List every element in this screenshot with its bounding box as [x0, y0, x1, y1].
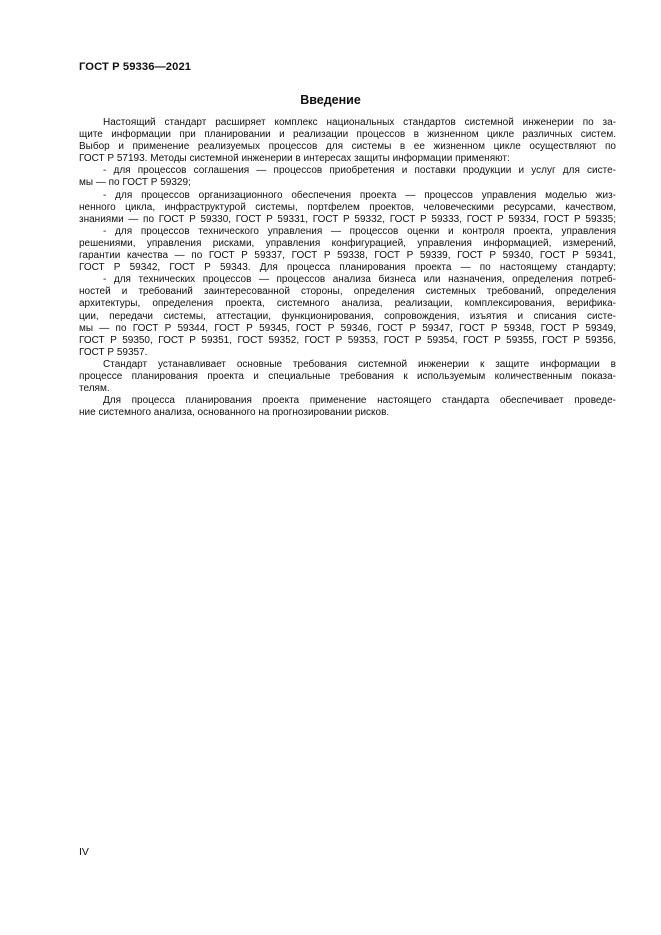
paragraph: [79, 117, 616, 165]
text-line: ГОСТ Р 59342, ГОСТ Р 59343. Для процесса планирования проекта — по настоящему стандарту;: [79, 262, 616, 274]
text-line: ненного цикла, инфраструктурой системы, портфелем проектов, человеческими ресурсами, качеством,: [79, 201, 616, 213]
text-line: Выбор и применение реализуемых процессов для системы в ее жизненном цикле осуществляют по: [79, 141, 616, 153]
text-line: Для процесса планирования проекта применение настоящего стандарта обеспечивает проведе-: [103, 395, 616, 407]
text-line: ние системного анализа, основанного на прогнозировании рисков.: [79, 407, 390, 419]
paragraph: [79, 190, 616, 226]
paragraph: [79, 226, 616, 274]
text-line: - для технических процессов — процессов анализа бизнеса или назначения, определения потреб-: [103, 274, 616, 286]
text-line: мы — по ГОСТ Р 59344, ГОСТ Р 59345, ГОСТ Р 59346, ГОСТ Р 59347, ГОСТ Р 59348, ГОСТ Р 59349,: [79, 322, 616, 334]
text-line: - для процессов технического управления — процессов оценки и контроля проекта, управления: [103, 225, 616, 237]
text-line: знаниями — по ГОСТ Р 59330, ГОСТ Р 59331, ГОСТ Р 59332, ГОСТ Р 59333, ГОСТ Р 59334, ГОСТ Р 59335;: [79, 213, 616, 225]
text-line: - для процессов организационного обеспечения проекта — процессов управления моделью жиз-: [103, 189, 616, 201]
page-number: IV: [79, 846, 89, 858]
document-body: [79, 117, 616, 419]
text-line: ГОСТ Р 59357.: [79, 346, 148, 358]
text-line: гарантии качества — по ГОСТ Р 59337, ГОСТ Р 59338, ГОСТ Р 59339, ГОСТ Р 59340, ГОСТ Р 59341,: [79, 250, 616, 262]
text-line: решениями, управления рисками, управления конфигурацией, управления информацией, измерений,: [79, 237, 616, 249]
paragraph: [79, 359, 616, 395]
text-line: архитектуры, определения проекта, системного анализа, реализации, комплексирования, верифика-: [79, 298, 616, 310]
paragraph: [79, 165, 616, 189]
text-line: ции, передачи системы, аттестации, функционирования, сопровождения, изъятия и списания систе-: [79, 310, 616, 322]
paragraph: [79, 274, 616, 359]
document-header-id: ГОСТ Р 59336—2021: [79, 61, 192, 73]
text-line: ностей и требований заинтересованной стороны, определения системных требований, определения: [79, 286, 616, 298]
text-line: Настоящий стандарт расширяет комплекс национальных стандартов системной инженерии по за-: [103, 117, 616, 128]
paragraph: [79, 395, 616, 419]
text-line: телям.: [79, 383, 110, 395]
text-line: процессе планирования проекта и специальные требования к используемым количественным показа-: [79, 370, 616, 382]
text-line: щите информации при планировании и реализации процессов в жизненном цикле различных систем.: [79, 129, 616, 141]
text-line: ГОСТ Р 59350, ГОСТ Р 59351, ГОСТ 59352, ГОСТ Р 59353, ГОСТ Р 59354, ГОСТ Р 59355, ГОСТ Р 59356,: [79, 334, 616, 346]
text-line: ГОСТ Р 57193. Методы системной инженерии в интересах защиты информации применяют:: [79, 153, 510, 165]
text-line: мы — по ГОСТ Р 59329;: [79, 177, 191, 189]
text-line: Стандарт устанавливает основные требования системной инженерии к защите информации в: [103, 358, 616, 370]
section-title: Введение: [300, 93, 361, 107]
text-line: - для процессов соглашения — процессов приобретения и поставки продукции и услуг для систе-: [103, 165, 616, 177]
